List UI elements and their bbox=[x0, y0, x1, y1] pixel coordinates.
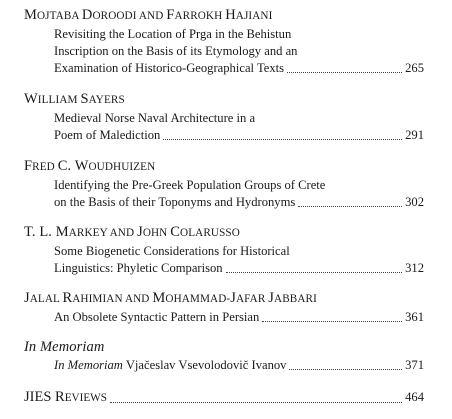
entry-title-text: Poem of Malediction bbox=[54, 128, 161, 142]
entry-author: FRED C. WOUDHUIZEN bbox=[24, 158, 156, 174]
page-number: 312 bbox=[405, 261, 424, 275]
entry-title-text: on the Basis of their Toponyms and Hydronyms bbox=[54, 195, 296, 209]
entry-reviews-line[interactable] bbox=[24, 389, 424, 407]
entry-title-last-line[interactable] bbox=[54, 357, 424, 373]
entry-title-text: An Obsolete Syntactic Pattern in Persian bbox=[54, 310, 260, 324]
entry-title-text: Examination of Historico-Geographical Texts bbox=[54, 61, 285, 75]
dot-leader bbox=[110, 402, 402, 403]
entry-author: T. L. MARKEY AND JOHN COLARUSSO bbox=[24, 224, 240, 240]
entry-author: JALAL RAHIMIAN AND MOHAMMAD-JAFAR JABBARI bbox=[24, 290, 317, 306]
entry-title-last-line[interactable] bbox=[54, 260, 424, 276]
page-number: 361 bbox=[405, 310, 424, 324]
entry-author: WILLIAM SAYERS bbox=[24, 91, 125, 107]
entry-title-text: Linguistics: Phyletic Comparison bbox=[54, 261, 223, 275]
entry-author: JIES REVIEWS bbox=[24, 389, 107, 405]
page-number: 302 bbox=[405, 195, 424, 209]
entry-title-text: In Memoriam Vjačeslav Vsevolodovič Ivanov bbox=[54, 358, 287, 372]
entry-title-last-line[interactable] bbox=[54, 309, 424, 325]
entry-title-line: Inscription on the Basis of its Etymology and an bbox=[54, 44, 298, 58]
dot-leader bbox=[163, 138, 402, 140]
page-number: 265 bbox=[405, 61, 424, 75]
page-number: 291 bbox=[405, 128, 424, 142]
section-heading: In Memoriam bbox=[24, 339, 105, 355]
dot-leader bbox=[289, 368, 402, 370]
dot-leader bbox=[287, 71, 402, 73]
page-number: 464 bbox=[405, 390, 424, 404]
dot-leader bbox=[226, 271, 403, 273]
entry-title-last-line[interactable] bbox=[54, 127, 424, 143]
entry-title-line: Medieval Norse Naval Architecture in a bbox=[54, 111, 256, 125]
entry-title-last-line[interactable] bbox=[54, 60, 424, 76]
entry-author: MOJTABA DOROODI AND FARROKH HAJIANI bbox=[24, 7, 273, 23]
entry-title-line: Revisiting the Location of Prga in the Behistun bbox=[54, 27, 292, 41]
entry-title-line: Identifying the Pre-Greek Population Groups of Crete bbox=[54, 178, 326, 192]
page-number: 371 bbox=[405, 358, 424, 372]
dot-leader bbox=[262, 320, 402, 322]
dot-leader bbox=[298, 205, 402, 207]
entry-title-line: Some Biogenetic Considerations for Historical bbox=[54, 244, 290, 258]
entry-title-last-line[interactable] bbox=[54, 194, 424, 210]
